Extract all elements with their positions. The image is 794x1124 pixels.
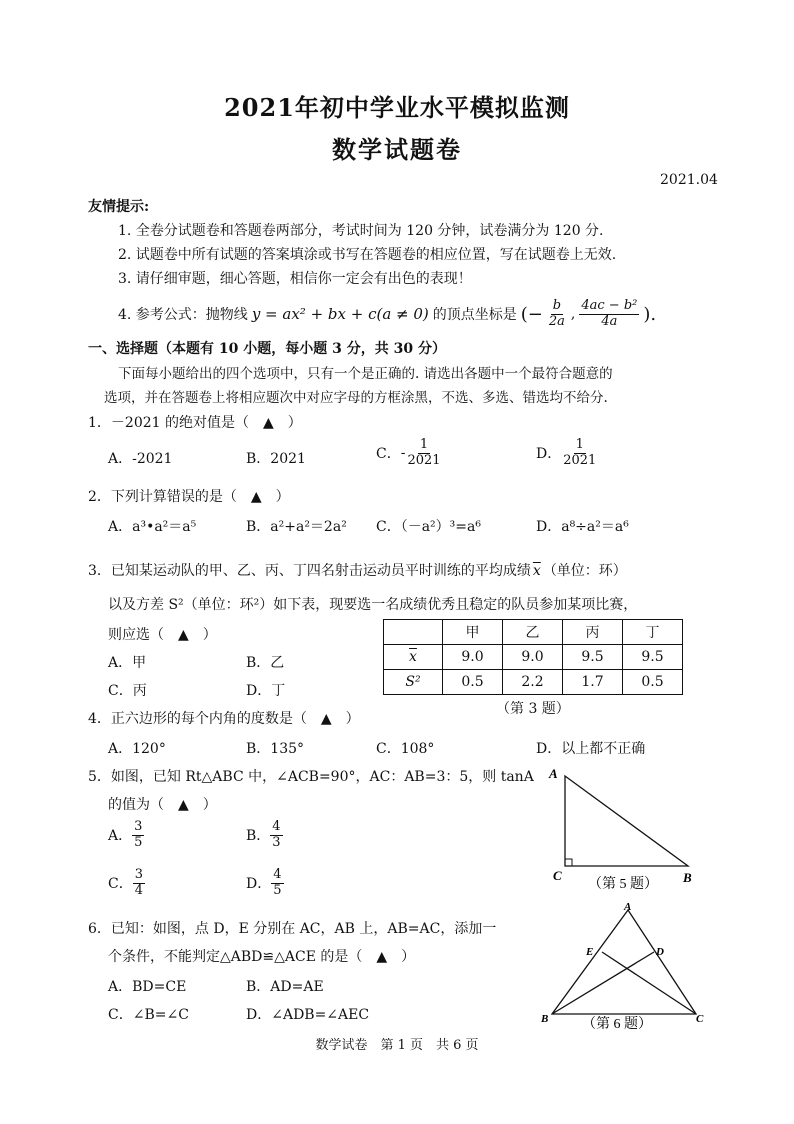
q5-option-a bbox=[108, 820, 144, 851]
section1-heading: 一、选择题（本题有 10 小题，每小题 3 分，共 30 分） bbox=[88, 341, 446, 357]
table-cell: S² bbox=[384, 670, 443, 695]
vertex-open: (− bbox=[520, 303, 543, 325]
q5-d-den: 5 bbox=[273, 882, 282, 898]
parabola-formula: y = ax² + bx + c(a ≠ 0) bbox=[251, 305, 429, 323]
q3-stem-line2: 以及方差 S²（单位：环²）如下表，现要选一名成绩优秀且稳定的队员参加某项比赛， bbox=[108, 597, 638, 613]
section1-intro-1: 下面每小题给出的四个选项中，只有一个是正确的. 请选出各题中一个最符合题意的 bbox=[118, 366, 613, 382]
q1-d-den: 2021 bbox=[563, 452, 597, 468]
q1-option-b: B．2021 bbox=[246, 451, 306, 467]
vertex-close: ). bbox=[643, 303, 657, 325]
table-cell: $\overline{x}$ bbox=[384, 645, 443, 670]
q3-option-b: B．乙 bbox=[246, 655, 285, 671]
q3-stem-line3: 则应选（ ▲ ） bbox=[108, 627, 217, 643]
tip-item-3: 3. 请仔细审题，细心答题，相信你一定会有出色的表现！ bbox=[118, 271, 472, 287]
table-cell: 9.5 bbox=[563, 645, 623, 670]
q6-triangle-figure bbox=[538, 900, 714, 1034]
page-footer: 数学试卷 第 1 页 共 6 页 bbox=[315, 1038, 479, 1053]
vertex-label-c: C bbox=[696, 1013, 704, 1025]
q1-option-a: A．-2021 bbox=[108, 451, 173, 467]
q5-caption: （第 5 题） bbox=[588, 877, 658, 892]
table-row bbox=[384, 645, 683, 670]
q3-stem-line1 bbox=[88, 560, 627, 580]
q3-score-table bbox=[383, 619, 683, 695]
q5-d-num: 4 bbox=[273, 867, 282, 882]
q5-c-den: 4 bbox=[134, 882, 143, 898]
q2-option-a: A．a³•a²＝a⁵ bbox=[108, 519, 197, 535]
table-cell: 0.5 bbox=[623, 670, 683, 695]
q5-c-label: C． bbox=[108, 876, 133, 893]
q5-stem-line1: 5．如图，已知 Rt△ABC 中，∠ACB=90°，AC：AB=3：5，则 tanA bbox=[88, 769, 534, 785]
vertex-label-e: E bbox=[586, 946, 594, 958]
vertex-x-fraction bbox=[547, 299, 567, 330]
vertex-y-den: 4a bbox=[601, 313, 618, 329]
q1-d-num: 1 bbox=[575, 437, 584, 452]
q6-stem-line2: 个条件，不能判定△ABD≌△ACE 的是（ ▲ ） bbox=[108, 949, 416, 965]
q6-option-a: A．BD=CE bbox=[108, 979, 187, 995]
q1-c-den: 2021 bbox=[407, 452, 441, 468]
q5-b-num: 4 bbox=[272, 819, 281, 834]
q1-c-fraction bbox=[405, 438, 442, 469]
exam-subtitle: 数学试题卷 bbox=[332, 135, 462, 164]
q3-option-c: C．丙 bbox=[108, 683, 147, 699]
table-cell: 1.7 bbox=[563, 670, 623, 695]
q2-stem: 2．下列计算错误的是（ ▲ ） bbox=[88, 489, 290, 505]
triangle-abc bbox=[565, 776, 688, 866]
vertex-y-num: 4ac − b² bbox=[581, 297, 638, 313]
formula-mid: 的顶点坐标是 bbox=[432, 307, 517, 323]
segment-bd bbox=[552, 952, 654, 1014]
q4-option-d: D．以上都不正确 bbox=[536, 741, 646, 757]
q1-c-num: 1 bbox=[419, 437, 429, 452]
q4-stem: 4．正六边形的每个内角的度数是（ ▲ ） bbox=[88, 711, 360, 727]
q1-option-d bbox=[536, 438, 598, 469]
tip-item-1: 1. 全卷分试题卷和答题卷两部分，考试时间为 120 分钟，试卷满分为 120 分. bbox=[118, 223, 604, 239]
table-cell: 9.0 bbox=[443, 645, 503, 670]
tip-item-2: 2. 试题卷中所有试题的答案填涂或书写在答题卷的相应位置，写在试题卷上无效. bbox=[118, 247, 617, 263]
table-cell: 丙 bbox=[563, 620, 623, 645]
q5-b-den: 3 bbox=[272, 834, 281, 850]
vertex-label-b: B bbox=[683, 870, 692, 885]
vertex-label-a: A bbox=[624, 901, 632, 913]
right-angle-mark bbox=[565, 859, 572, 866]
q3-option-d: D．丁 bbox=[246, 683, 286, 699]
q2-option-d: D．a⁸÷a²＝a⁶ bbox=[536, 519, 629, 535]
q5-a-fraction bbox=[132, 820, 144, 851]
q3-xbar: $\overline{x}$ bbox=[532, 563, 541, 579]
vertex-label-b: B bbox=[541, 1013, 549, 1025]
q5-d-label: D． bbox=[246, 876, 272, 893]
q6-option-b: B．AD=AE bbox=[246, 979, 324, 995]
q5-option-c bbox=[108, 868, 145, 899]
q5-b-label: B． bbox=[246, 828, 271, 845]
q5-option-d bbox=[246, 868, 284, 899]
vertex-label-d: D bbox=[656, 946, 664, 958]
q2-option-c: C．（－a²）³=a⁶ bbox=[376, 519, 481, 535]
q1-c-label: C． bbox=[376, 446, 401, 463]
q4-option-c: C．108° bbox=[376, 741, 435, 757]
section1-intro-2: 选项，并在答题卷上将相应题次中对应字母的方框涂黑，不选、多选、错选均不给分. bbox=[104, 390, 608, 406]
table-row bbox=[384, 670, 683, 695]
q1-d-fraction bbox=[561, 438, 598, 469]
table-cell: 乙 bbox=[503, 620, 563, 645]
q3-stem-1b: （单位：环） bbox=[542, 563, 627, 579]
q5-d-fraction bbox=[271, 868, 283, 899]
table-header-row bbox=[384, 620, 683, 645]
q4-option-b: B．135° bbox=[246, 741, 305, 757]
table-cell: 甲 bbox=[443, 620, 503, 645]
vertex-x-den: 2a bbox=[548, 313, 565, 329]
tip-item-4 bbox=[118, 292, 656, 336]
vertex-comma: , bbox=[570, 306, 576, 322]
q5-stem-line2: 的值为（ ▲ ） bbox=[108, 797, 217, 813]
table-cell: 2.2 bbox=[503, 670, 563, 695]
q6-option-c: C．∠B=∠C bbox=[108, 1007, 189, 1023]
q4-option-a: A．120° bbox=[108, 741, 166, 757]
q3-caption: （第 3 题） bbox=[496, 701, 570, 717]
q1-d-label: D． bbox=[536, 446, 562, 463]
q3-option-a: A．甲 bbox=[108, 655, 147, 671]
tips-heading: 友情提示: bbox=[88, 199, 150, 215]
q5-a-label: A． bbox=[108, 828, 133, 845]
q5-option-b bbox=[246, 820, 283, 851]
q5-a-num: 3 bbox=[134, 819, 143, 834]
q5-c-fraction bbox=[133, 868, 145, 899]
formula-prefix: 4. 参考公式：抛物线 bbox=[118, 307, 248, 323]
vertex-x-num: b bbox=[552, 297, 562, 313]
q1-option-c bbox=[376, 438, 443, 469]
segment-ce bbox=[602, 952, 696, 1014]
vertex-label-c: C bbox=[553, 868, 562, 883]
q5-triangle-figure bbox=[540, 764, 710, 894]
q5-a-den: 5 bbox=[134, 834, 143, 850]
vertex-label-a: A bbox=[549, 766, 558, 781]
exam-title: 2021年初中学业水平模拟监测 bbox=[224, 93, 570, 122]
table-cell: 9.5 bbox=[623, 645, 683, 670]
q6-stem-line1: 6．已知：如图，点 D，E 分别在 AC，AB 上，AB=AC，添加一 bbox=[88, 921, 497, 937]
q3-stem-1a: 3．已知某运动队的甲、乙、丙、丁四名射击运动员平时训练的平均成绩 bbox=[88, 563, 531, 579]
q1-stem: 1．－2021 的绝对值是（ ▲ ） bbox=[88, 415, 302, 431]
exam-date: 2021.04 bbox=[660, 172, 718, 188]
q5-b-fraction bbox=[270, 820, 282, 851]
vertex-y-fraction bbox=[579, 299, 639, 330]
q1-c-sign: - bbox=[400, 445, 406, 462]
q2-option-b: B．a²+a²＝2a² bbox=[246, 519, 347, 535]
q6-caption: （第 6 题） bbox=[582, 1017, 652, 1032]
table-cell: 0.5 bbox=[443, 670, 503, 695]
triangle-abc bbox=[552, 910, 696, 1014]
q5-c-num: 3 bbox=[134, 867, 143, 882]
table-cell: 9.0 bbox=[503, 645, 563, 670]
table-cell: 丁 bbox=[623, 620, 683, 645]
table-cell bbox=[384, 620, 443, 645]
q6-option-d: D．∠ADB=∠AEC bbox=[246, 1007, 370, 1023]
